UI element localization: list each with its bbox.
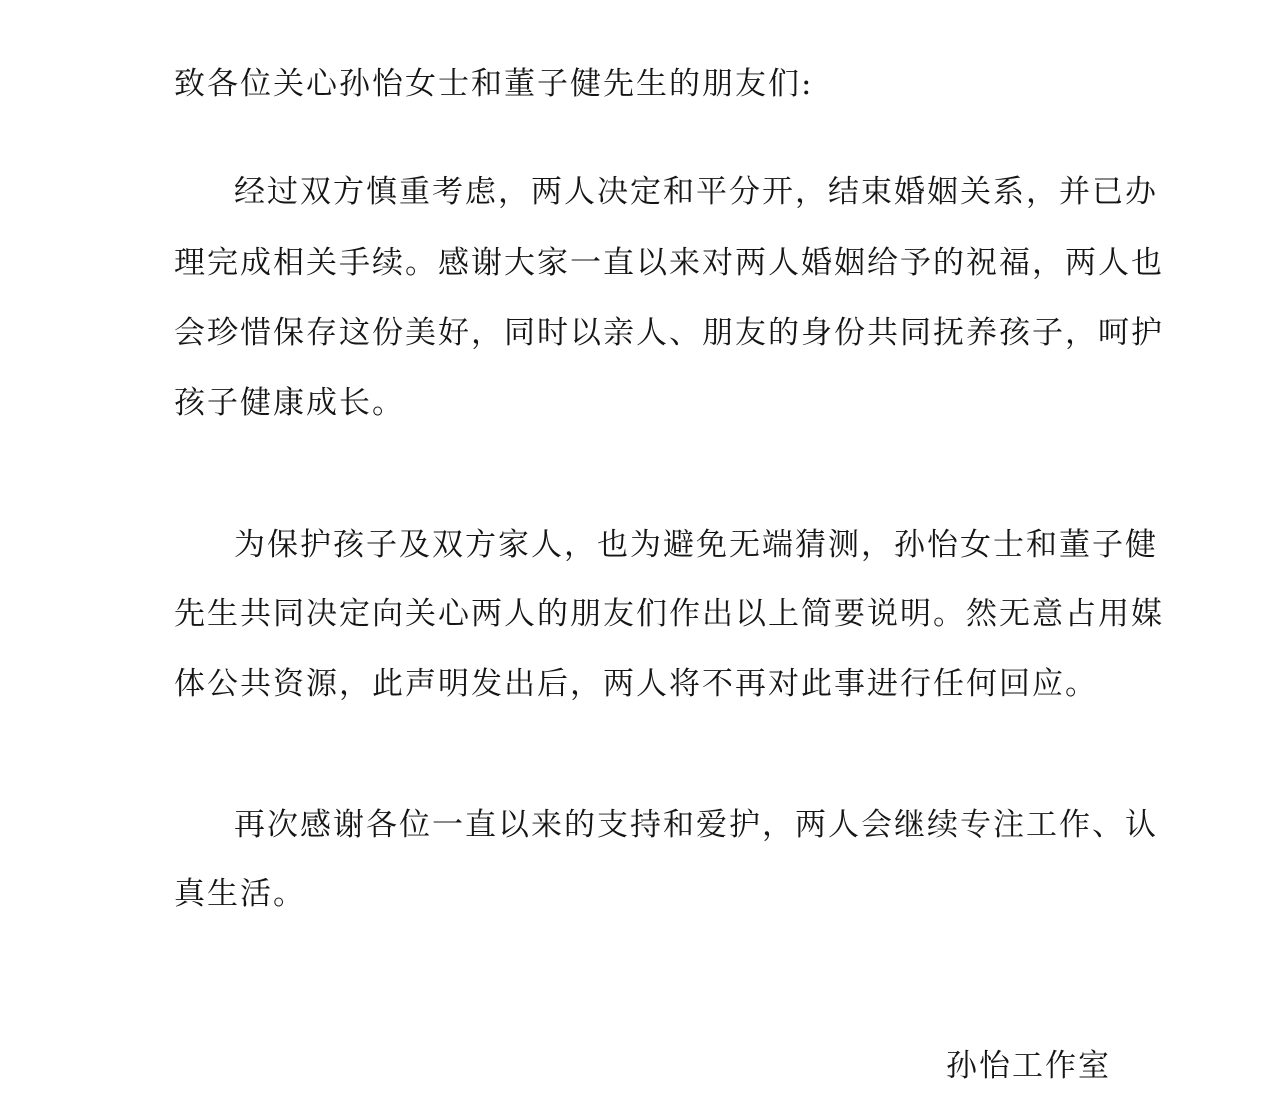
paragraph-line: 先生共同决定向关心两人的朋友们作出以上简要说明。然无意占用媒 xyxy=(174,596,1164,632)
paragraph-line: 经过双方慎重考虑，两人决定和平分开，结束婚姻关系，并已办 xyxy=(234,174,1158,210)
paragraph-line: 再次感谢各位一直以来的支持和爱护，两人会继续专注工作、认 xyxy=(234,807,1158,843)
paragraph-line: 会珍惜保存这份美好，同时以亲人、朋友的身份共同抚养孩子，呵护 xyxy=(174,315,1164,351)
paragraph-line: 真生活。 xyxy=(174,876,306,912)
paragraph-line: 为保护孩子及双方家人，也为避免无端猜测，孙怡女士和董子健 xyxy=(234,527,1158,563)
paragraph-line: 孩子健康成长。 xyxy=(174,385,405,421)
paragraph-line: 体公共资源，此声明发出后，两人将不再对此事进行任何回应。 xyxy=(174,666,1098,702)
signature: 孙怡工作室 xyxy=(946,1048,1111,1084)
paragraph-line: 理完成相关手续。感谢大家一直以来对两人婚姻给予的祝福，两人也 xyxy=(174,245,1164,281)
salutation: 致各位关心孙怡女士和董子健先生的朋友们: xyxy=(174,66,814,102)
